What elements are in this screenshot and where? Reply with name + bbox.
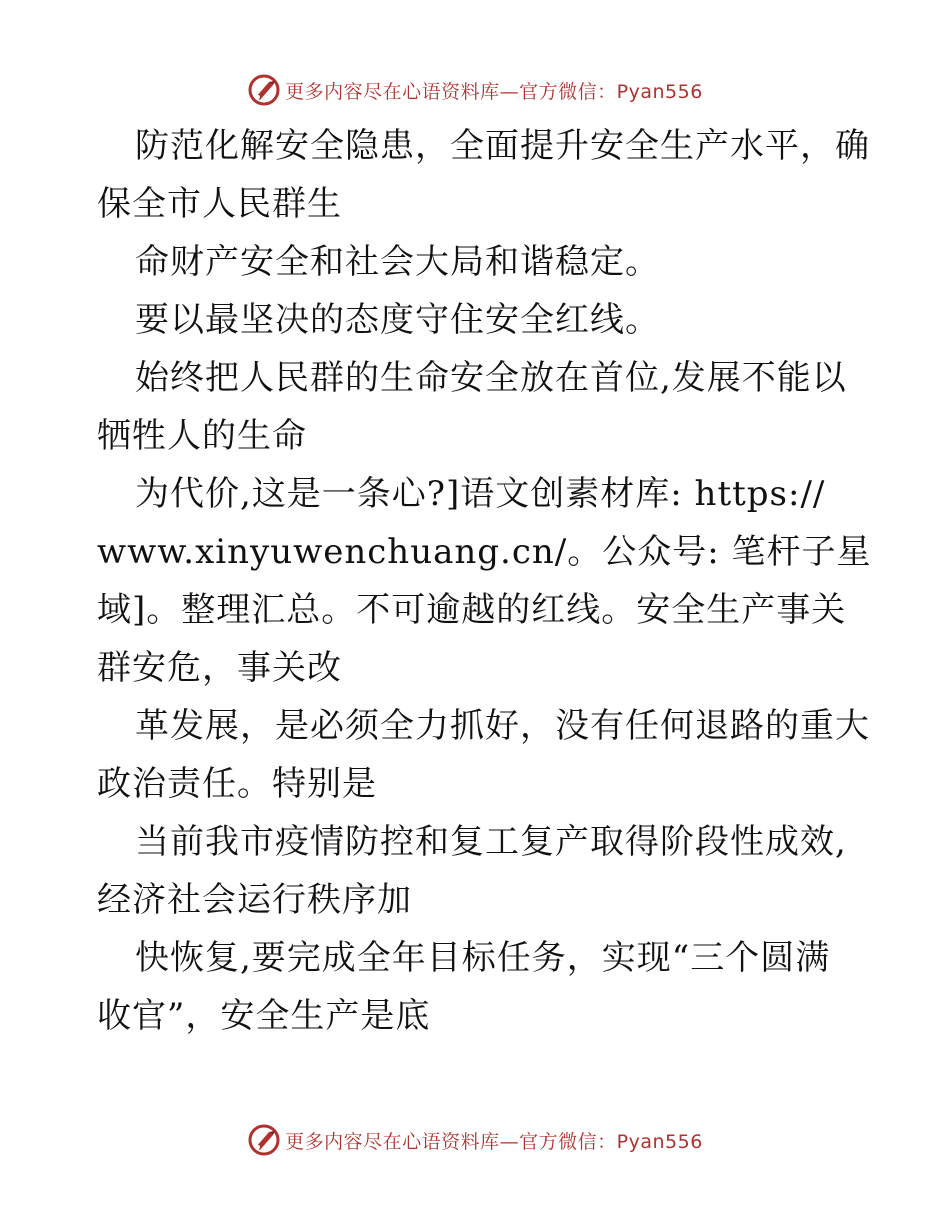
text-line: 经济社会运行秩序加: [97, 880, 412, 920]
text-line: 快恢复,要完成全年目标任务，实现“三个圆满: [135, 938, 831, 978]
text-line: 牺牲人的生命: [97, 416, 307, 456]
text-line: 群安危，事关改: [97, 648, 342, 688]
text-line: 政治责任。特别是: [97, 764, 377, 804]
text-line: www.xinyuwenchuang.cn/。公众号: 笔杆子星: [97, 532, 872, 572]
header-banner: [0, 70, 950, 110]
banner-id: Pyan556: [616, 1130, 703, 1153]
document-body: [97, 117, 897, 1045]
banner-id: Pyan556: [616, 80, 703, 103]
banner-text: 更多内容尽在心语资料库—官方微信：Pyan556: [285, 80, 703, 103]
text-line: 始终把人民群的生命安全放在首位,发展不能以: [135, 358, 847, 398]
footer-banner: [0, 1120, 950, 1160]
text-line: 要以最坚决的态度守住安全红线。: [135, 300, 660, 340]
logo-icon: [247, 1123, 281, 1157]
text-line: 命财产安全和社会大局和谐稳定。: [135, 242, 660, 282]
text-line: 为代价,这是一条心?]语文创素材库: https://: [135, 474, 826, 514]
text-line: 革发展，是必须全力抓好，没有任何退路的重大: [135, 706, 870, 746]
text-line: 当前我市疫情防控和复工复产取得阶段性成效,: [135, 822, 847, 862]
logo-icon: [247, 73, 281, 107]
text-line: 收官”，安全生产是底: [97, 996, 431, 1036]
text-line: 防范化解安全隐患，全面提升安全生产水平，确: [135, 126, 870, 166]
banner-text: 更多内容尽在心语资料库—官方微信：Pyan556: [285, 1130, 703, 1153]
text-line: 保全市人民群生: [97, 184, 342, 224]
text-line: 域]。整理汇总。不可逾越的红线。安全生产事关: [97, 590, 847, 630]
